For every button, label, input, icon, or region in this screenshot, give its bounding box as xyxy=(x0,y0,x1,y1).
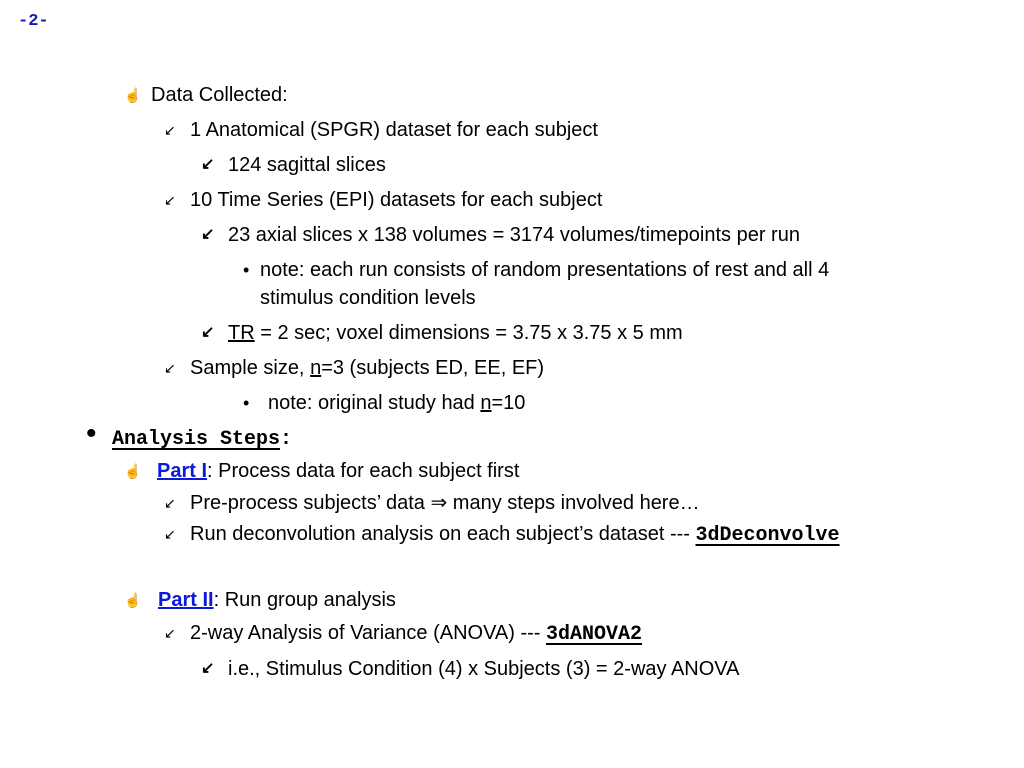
bold-arrow-down-left-icon: ↙ xyxy=(201,226,215,243)
arrow-down-left-icon: ↙ xyxy=(164,192,176,208)
bold-arrow-down-left-icon: ↙ xyxy=(201,660,215,677)
sagittal-item: 124 sagittal slices xyxy=(228,154,386,176)
implies-icon: ⇒ xyxy=(430,492,448,514)
note-study-item xyxy=(268,389,525,417)
anova-item xyxy=(190,619,642,649)
arrow-down-left-icon: ↙ xyxy=(164,526,176,542)
page-number: -2- xyxy=(18,12,49,31)
note-run-line2: stimulus condition levels xyxy=(260,287,476,309)
preprocess-text-a: Pre-process subjects’ data xyxy=(190,492,431,514)
arrow-down-left-icon: ↙ xyxy=(164,122,176,138)
part2-item xyxy=(158,586,396,614)
deconvolve-text: Run deconvolution analysis on each subject’s dataset --- xyxy=(190,523,696,545)
time-series-item: 10 Time Series (EPI) datasets for each subject xyxy=(190,189,603,211)
analysis-steps-heading xyxy=(112,424,292,454)
tr-text: = 2 sec; voxel dimensions = 3.75 x 3.75 x 5 mm xyxy=(254,322,683,344)
note-run-line1: note: each run consists of random presentations of rest and all 4 xyxy=(260,259,830,281)
sample-prefix: Sample size, xyxy=(190,357,311,379)
sample-size-item xyxy=(190,354,544,382)
big-bullet-icon: • xyxy=(86,417,97,450)
tr-abbrev: TR xyxy=(228,322,255,344)
hand-pointer-icon: ☝ xyxy=(124,592,142,608)
bullet-dot-icon: • xyxy=(243,260,250,280)
note-study-rest: =10 xyxy=(491,392,526,414)
axial-item: 23 axial slices x 138 volumes = 3174 volumes/timepoints per run xyxy=(228,224,800,246)
part1-text: : Process data for each subject first xyxy=(207,460,520,482)
part2-text: : Run group analysis xyxy=(213,589,396,611)
bold-arrow-down-left-icon: ↙ xyxy=(201,324,215,341)
bullet-dot-icon: • xyxy=(243,393,250,413)
hand-pointer-icon: ☝ xyxy=(124,87,142,103)
part1-item xyxy=(157,457,519,485)
arrow-down-left-icon: ↙ xyxy=(164,625,176,641)
arrow-down-left-icon: ↙ xyxy=(164,360,176,376)
deconvolve-item xyxy=(190,520,840,550)
part1-link[interactable]: Part I xyxy=(157,460,208,482)
analysis-steps-label: Analysis Steps xyxy=(112,428,281,451)
preprocess-item xyxy=(190,489,700,517)
anova-text: 2-way Analysis of Variance (ANOVA) --- xyxy=(190,622,547,644)
analysis-steps-colon: : xyxy=(280,428,293,451)
note-study-prefix: note: original study had xyxy=(268,392,481,414)
preprocess-text-b: many steps involved here… xyxy=(447,492,700,514)
anova-ie-item: i.e., Stimulus Condition (4) x Subjects (3) = 2-way ANOVA xyxy=(228,658,740,680)
sample-n: n xyxy=(310,357,322,379)
data-collected-heading: Data Collected: xyxy=(151,84,288,106)
tr-item xyxy=(228,319,683,347)
note-study-n: n xyxy=(480,392,492,414)
hand-pointer-icon: ☝ xyxy=(124,463,142,479)
anatomical-item: 1 Anatomical (SPGR) dataset for each subject xyxy=(190,119,598,141)
arrow-down-left-icon: ↙ xyxy=(164,495,176,511)
bold-arrow-down-left-icon: ↙ xyxy=(201,156,215,173)
deconvolve-command: 3dDeconvolve xyxy=(695,524,840,547)
part2-link[interactable]: Part II xyxy=(158,589,214,611)
sample-rest: =3 (subjects ED, EE, EF) xyxy=(321,357,545,379)
anova-command: 3dANOVA2 xyxy=(546,623,643,646)
